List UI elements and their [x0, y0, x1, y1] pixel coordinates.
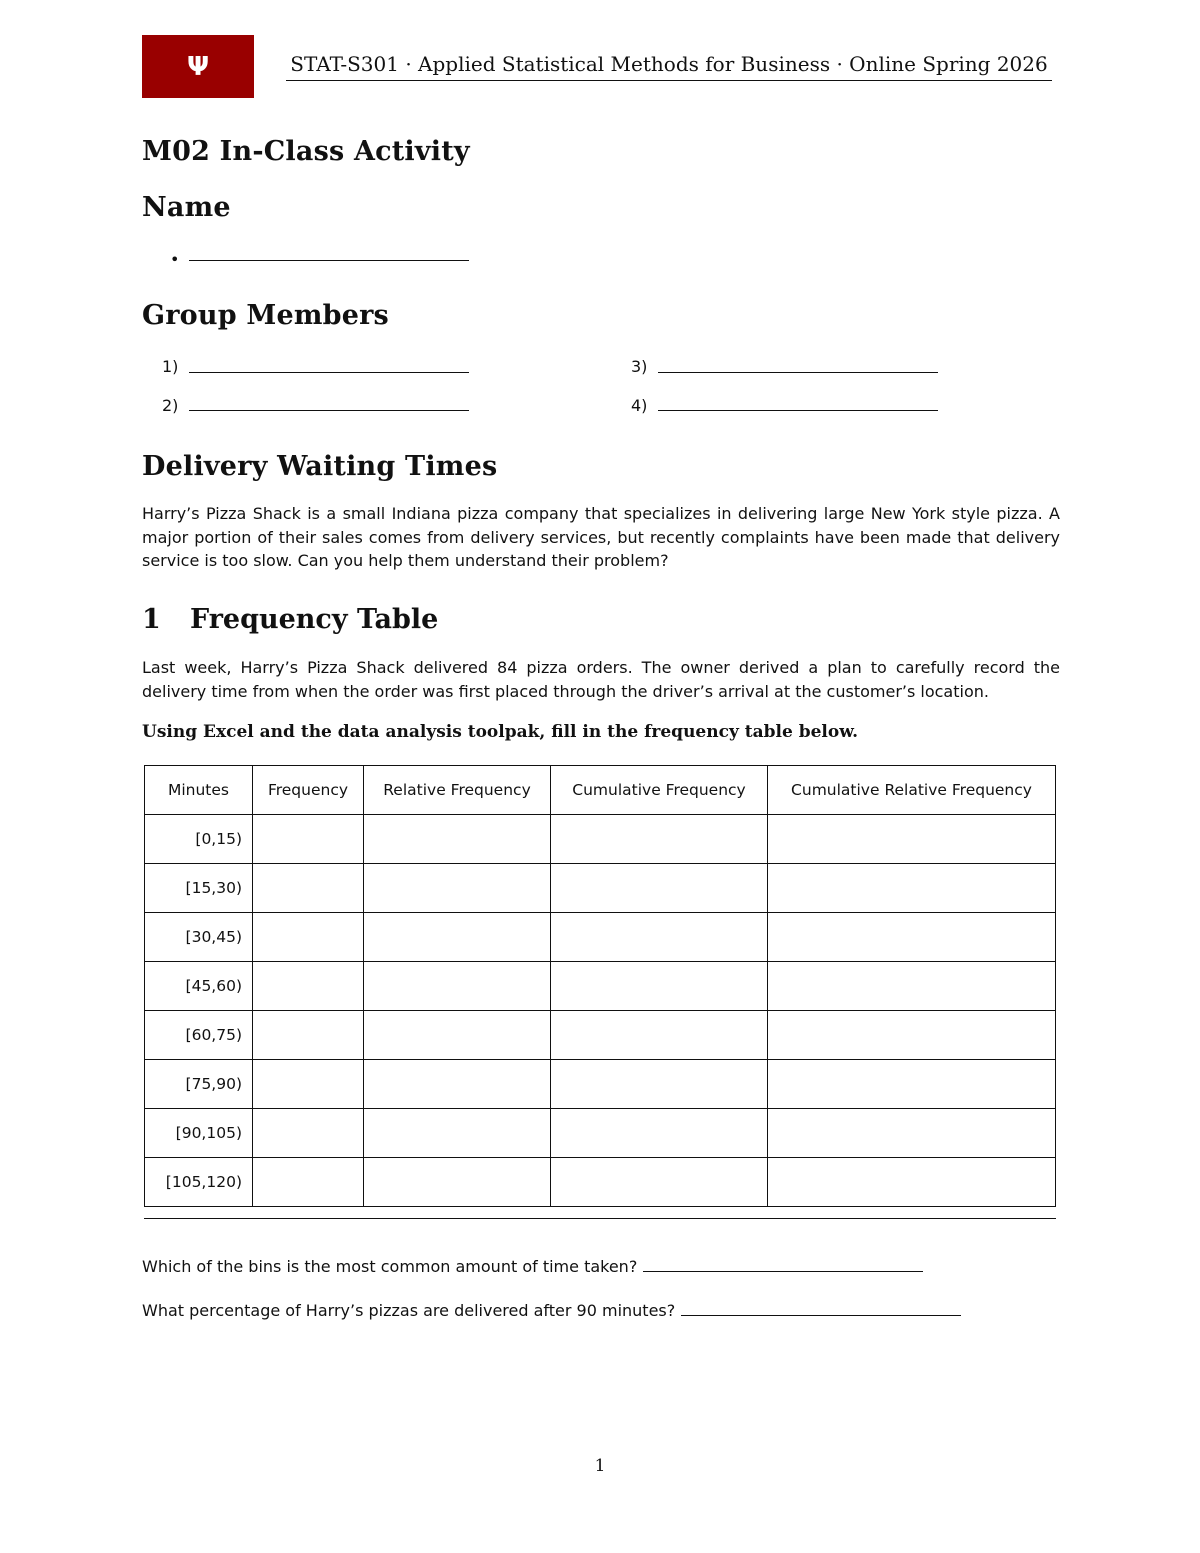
relative-frequency-cell[interactable] — [364, 864, 551, 913]
member-label-3: 3) — [631, 357, 648, 376]
relative-frequency-cell[interactable] — [364, 815, 551, 864]
column-header-frequency: Frequency — [253, 766, 364, 815]
table-row — [145, 1011, 1056, 1060]
bin-label: [15,30) — [145, 864, 253, 913]
column-header-cumulative-relative-frequency: Cumulative Relative Frequency — [768, 766, 1056, 815]
bin-label: [75,90) — [145, 1060, 253, 1109]
relative-frequency-cell[interactable] — [364, 913, 551, 962]
name-blank-line[interactable] — [189, 260, 469, 261]
cumulative-relative-frequency-cell[interactable] — [768, 913, 1056, 962]
section-1-paragraph: Last week, Harry’s Pizza Shack delivered 84 pizza orders. The owner derived a plan to carefully record the delivery time from when the order was first placed through the driver’s arrival at the customer’s location. — [142, 658, 1060, 701]
cumulative-frequency-cell[interactable] — [551, 1158, 768, 1207]
table-row — [145, 913, 1056, 962]
cumulative-frequency-cell[interactable] — [551, 1011, 768, 1060]
cumulative-frequency-cell[interactable] — [551, 864, 768, 913]
member-blank-line-2[interactable] — [189, 410, 469, 411]
table-instruction: Using Excel and the data analysis toolpak, fill in the frequency table below. — [142, 722, 859, 742]
cumulative-frequency-cell[interactable] — [551, 1060, 768, 1109]
name-bullet: • — [170, 250, 180, 269]
column-header-cumulative-frequency: Cumulative Frequency — [551, 766, 768, 815]
trident-icon: Ψ — [186, 51, 210, 82]
answer-blank-line[interactable] — [643, 1271, 923, 1272]
cumulative-relative-frequency-cell[interactable] — [768, 1011, 1056, 1060]
cumulative-frequency-cell[interactable] — [551, 815, 768, 864]
cumulative-relative-frequency-cell[interactable] — [768, 1158, 1056, 1207]
question-text: What percentage of Harry’s pizzas are delivered after 90 minutes? — [142, 1301, 676, 1320]
table-row — [145, 1109, 1056, 1158]
answer-blank-line[interactable] — [681, 1315, 961, 1316]
cumulative-relative-frequency-cell[interactable] — [768, 815, 1056, 864]
frequency-cell[interactable] — [253, 815, 364, 864]
cumulative-relative-frequency-cell[interactable] — [768, 1109, 1056, 1158]
bin-label: [0,15) — [145, 815, 253, 864]
relative-frequency-cell[interactable] — [364, 1109, 551, 1158]
member-label-4: 4) — [631, 396, 648, 415]
section-title: Frequency Table — [190, 604, 439, 635]
cumulative-relative-frequency-cell[interactable] — [768, 962, 1056, 1011]
question-most-common-bin — [142, 1257, 923, 1276]
bin-label: [30,45) — [145, 913, 253, 962]
member-label-2: 2) — [162, 396, 179, 415]
relative-frequency-cell[interactable] — [364, 962, 551, 1011]
member-blank-line-4[interactable] — [658, 410, 938, 411]
bin-label: [45,60) — [145, 962, 253, 1011]
frequency-cell[interactable] — [253, 1109, 364, 1158]
bin-label: [105,120) — [145, 1158, 253, 1207]
name-heading: Name — [142, 192, 231, 223]
table-row — [145, 1060, 1056, 1109]
cumulative-frequency-cell[interactable] — [551, 1109, 768, 1158]
section-1-heading — [142, 604, 438, 635]
group-members-heading: Group Members — [142, 300, 389, 331]
bin-label: [60,75) — [145, 1011, 253, 1060]
cumulative-relative-frequency-cell[interactable] — [768, 1060, 1056, 1109]
course-header: STAT-S301 · Applied Statistical Methods for Business · Online Spring 2026 — [286, 52, 1052, 81]
member-blank-line-3[interactable] — [658, 372, 938, 373]
cumulative-frequency-cell[interactable] — [551, 913, 768, 962]
frequency-cell[interactable] — [253, 864, 364, 913]
page-number: 1 — [594, 1456, 606, 1476]
section-number: 1 — [142, 604, 161, 635]
cumulative-relative-frequency-cell[interactable] — [768, 864, 1056, 913]
relative-frequency-cell[interactable] — [364, 1158, 551, 1207]
column-header-minutes: Minutes — [145, 766, 253, 815]
delivery-heading: Delivery Waiting Times — [142, 451, 498, 482]
question-percent-after-90 — [142, 1301, 961, 1320]
frequency-cell[interactable] — [253, 1011, 364, 1060]
iu-logo — [142, 35, 254, 98]
table-header-row — [145, 766, 1056, 815]
member-label-1: 1) — [162, 357, 179, 376]
relative-frequency-cell[interactable] — [364, 1011, 551, 1060]
bin-label: [90,105) — [145, 1109, 253, 1158]
frequency-table — [144, 765, 1056, 1207]
table-row — [145, 1158, 1056, 1207]
relative-frequency-cell[interactable] — [364, 1060, 551, 1109]
table-row — [145, 815, 1056, 864]
frequency-cell[interactable] — [253, 913, 364, 962]
table-row — [145, 864, 1056, 913]
frequency-cell[interactable] — [253, 1158, 364, 1207]
delivery-paragraph: Harry’s Pizza Shack is a small Indiana pizza company that specializes in delivering large New York style pizza. A major portion of their sales comes from delivery services, but recently complaints have been made that delivery service is too slow. Can you help them understand their problem? — [142, 504, 1060, 570]
frequency-cell[interactable] — [253, 1060, 364, 1109]
question-text: Which of the bins is the most common amount of time taken? — [142, 1257, 638, 1276]
table-row — [145, 962, 1056, 1011]
page-title: M02 In-Class Activity — [142, 136, 470, 167]
frequency-cell[interactable] — [253, 962, 364, 1011]
member-blank-line-1[interactable] — [189, 372, 469, 373]
column-header-relative-frequency: Relative Frequency — [364, 766, 551, 815]
table-bottom-rule — [144, 1218, 1056, 1219]
cumulative-frequency-cell[interactable] — [551, 962, 768, 1011]
